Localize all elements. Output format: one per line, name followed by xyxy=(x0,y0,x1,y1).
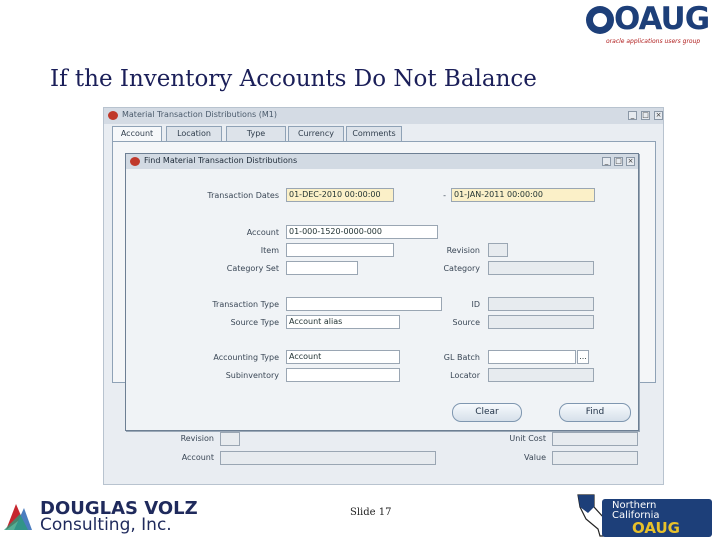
window-titlebar xyxy=(104,108,663,124)
nc-logo-line3: OAUG xyxy=(632,519,680,537)
tab-currency[interactable]: Currency xyxy=(288,126,344,141)
minimize-icon[interactable]: _ xyxy=(628,111,637,120)
account-label: Account xyxy=(246,228,279,237)
source-label: Source xyxy=(452,318,480,327)
subinventory-field[interactable] xyxy=(286,368,400,382)
company-name: DOUGLAS VOLZ xyxy=(40,498,198,519)
date-range-dash: - xyxy=(443,191,446,200)
oaug-logo-text: OAUG xyxy=(614,1,710,37)
subinventory-label: Subinventory xyxy=(225,371,279,380)
gl-batch-field[interactable] xyxy=(488,350,576,364)
find-button[interactable]: Find xyxy=(559,403,631,422)
tab-type[interactable]: Type xyxy=(226,126,286,141)
transaction-type-label: Transaction Type xyxy=(212,300,279,309)
nc-logo-line1: Northern xyxy=(612,500,657,511)
bg-unit-cost-field[interactable] xyxy=(552,432,638,446)
slide-title: If the Inventory Accounts Do Not Balance xyxy=(50,66,537,92)
maximize-icon[interactable]: □ xyxy=(642,111,649,119)
account-field[interactable]: 01-000-1520-0000-000 xyxy=(286,225,438,239)
accounting-type-field[interactable]: Account xyxy=(286,350,400,364)
oaug-tagline: oracle applications users group xyxy=(606,38,701,45)
item-field[interactable] xyxy=(286,243,394,257)
bg-revision-field[interactable] xyxy=(220,432,240,446)
bg-value-field[interactable] xyxy=(552,451,638,465)
bg-revision-label: Revision xyxy=(180,434,214,443)
bg-value-label: Value xyxy=(524,453,546,462)
company-subtitle: Consulting, Inc. xyxy=(40,515,172,535)
nc-oaug-logo xyxy=(572,493,714,538)
category-label: Category xyxy=(443,264,480,273)
source-field[interactable] xyxy=(488,315,594,329)
transaction-dates-label: Transaction Dates xyxy=(207,191,279,200)
bg-unit-cost-label: Unit Cost xyxy=(509,434,546,443)
slide-number: Slide 17 xyxy=(350,507,392,518)
accounting-type-label: Accounting Type xyxy=(213,353,279,362)
close-icon[interactable]: × xyxy=(655,111,662,119)
revision-field[interactable] xyxy=(488,243,508,257)
id-label: ID xyxy=(471,300,480,309)
tab-account[interactable]: Account xyxy=(112,126,162,141)
find-dialog xyxy=(125,153,639,431)
category-field[interactable] xyxy=(488,261,594,275)
douglas-volz-logo xyxy=(2,496,198,536)
item-label: Item xyxy=(260,246,279,255)
transaction-date-to-field[interactable]: 01-JAN-2011 00:00:00 xyxy=(451,188,595,202)
maximize-icon[interactable]: □ xyxy=(615,157,622,165)
bg-account-field[interactable] xyxy=(220,451,436,465)
source-type-label: Source Type xyxy=(230,318,279,327)
oracle-app-icon xyxy=(108,111,118,120)
clear-button[interactable]: Clear xyxy=(452,403,522,422)
gl-batch-label: GL Batch xyxy=(443,353,480,362)
id-field[interactable] xyxy=(488,297,594,311)
oaug-logo xyxy=(586,2,714,48)
oracle-app-icon xyxy=(130,157,140,166)
category-set-field[interactable] xyxy=(286,261,358,275)
close-icon[interactable]: × xyxy=(627,157,634,165)
locator-field[interactable] xyxy=(488,368,594,382)
window-title: Material Transaction Distributions (M1) xyxy=(122,110,277,119)
dv-mark-icon xyxy=(2,500,36,534)
dialog-title: Find Material Transaction Distributions xyxy=(144,156,298,165)
revision-label: Revision xyxy=(446,246,480,255)
source-type-field[interactable]: Account alias xyxy=(286,315,400,329)
gl-batch-lov-button[interactable]: ... xyxy=(577,350,589,364)
category-set-label: Category Set xyxy=(226,264,279,273)
bg-account-label: Account xyxy=(181,453,214,462)
globe-icon xyxy=(586,6,614,34)
locator-label: Locator xyxy=(450,371,480,380)
minimize-icon[interactable]: _ xyxy=(602,157,611,166)
tab-location[interactable]: Location xyxy=(166,126,222,141)
tab-comments[interactable]: Comments xyxy=(346,126,402,141)
dialog-titlebar xyxy=(126,154,638,169)
transaction-date-from-field[interactable]: 01-DEC-2010 00:00:00 xyxy=(286,188,394,202)
nc-logo-line2: California xyxy=(612,510,660,521)
